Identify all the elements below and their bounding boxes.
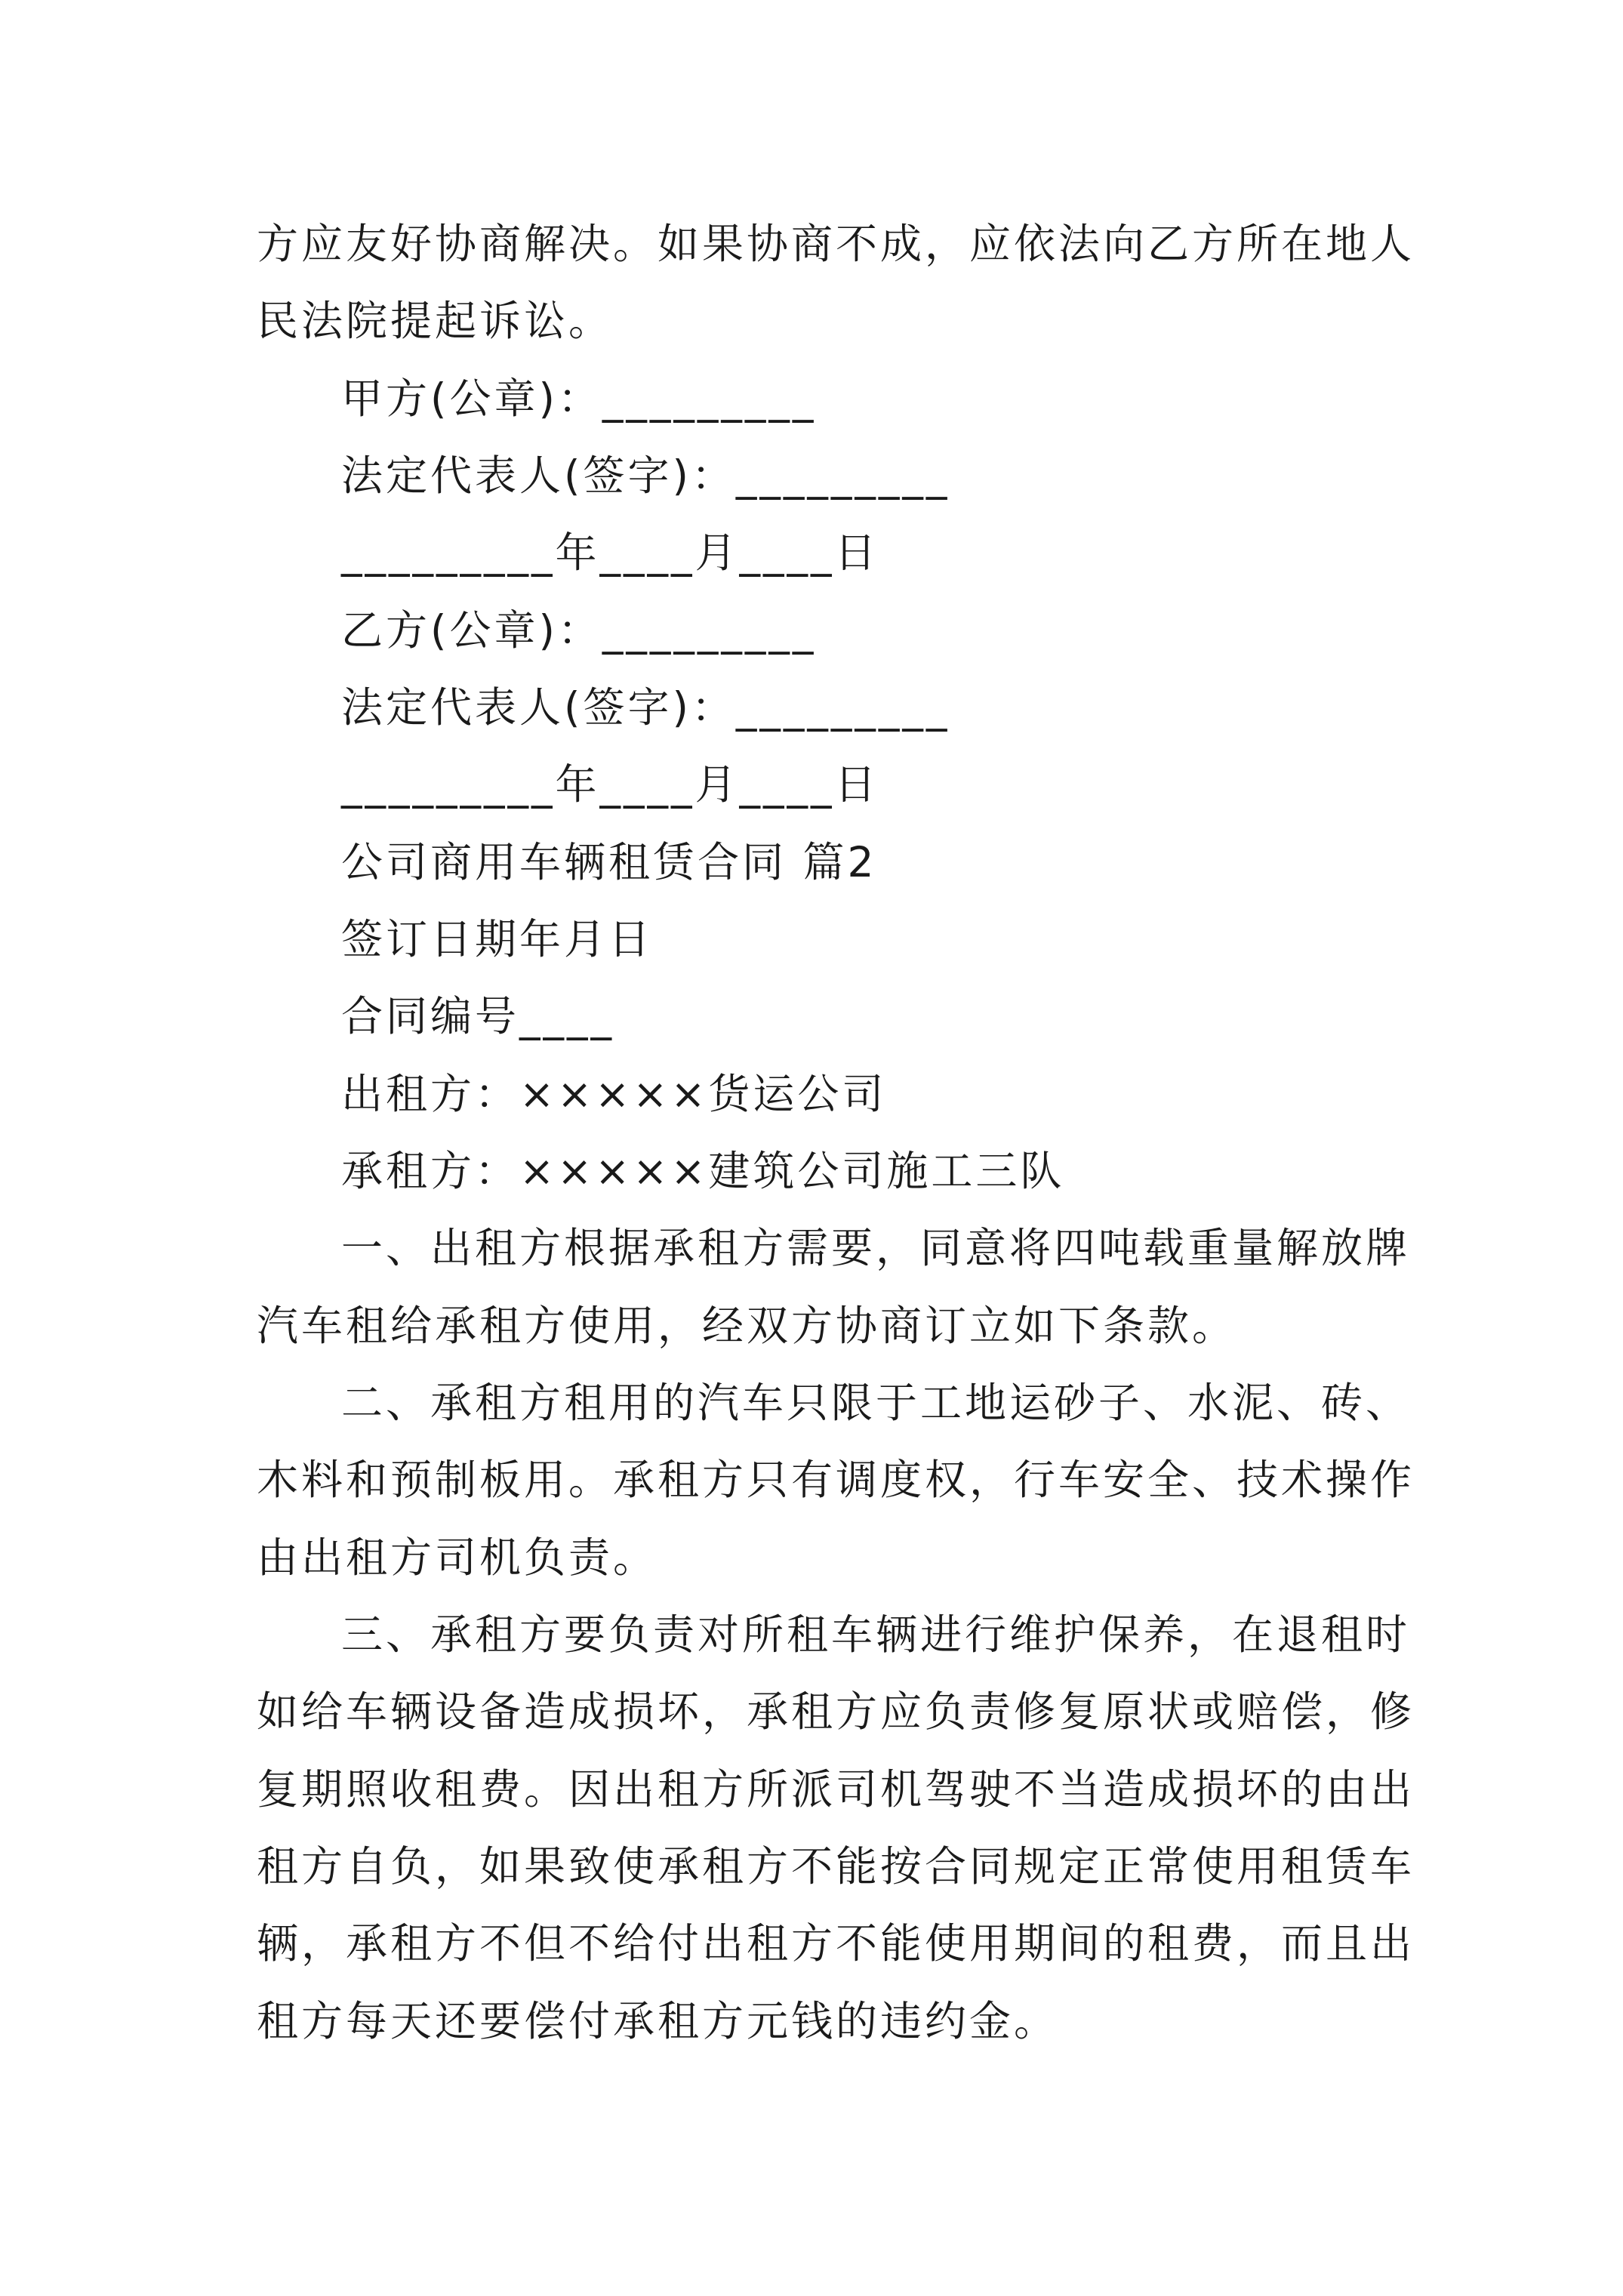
section-title: 公司商用车辆租赁合同 篇2 xyxy=(341,838,877,886)
signing-date-line: 签订日期年月日 xyxy=(341,915,654,963)
party-a-seal-line: 甲方(公章)：_________ xyxy=(341,374,817,423)
clause-3-line-5: 辆，承租方不但不给付出租方不能使用期间的租费，而且出 xyxy=(257,1919,1415,1968)
body-line-2: 民法院提起诉讼。 xyxy=(257,297,614,345)
clause-2-line-3: 由出租方司机负责。 xyxy=(257,1533,658,1582)
lessee-line: 承租方：×××××建筑公司施工三队 xyxy=(341,1147,1065,1195)
clause-2-line-2: 木料和预制板用。承租方只有调度权，行车安全、技术操作 xyxy=(257,1456,1415,1504)
clause-1-line-2: 汽车租给承租方使用，经双方协商订立如下条款。 xyxy=(257,1302,1237,1350)
clause-2-line-1: 二、承租方租用的汽车只限于工地运砂子、水泥、砖、 xyxy=(341,1379,1411,1427)
party-b-representative-line: 法定代表人(签字)：_________ xyxy=(341,683,950,732)
clause-3-line-2: 如给车辆设备造成损坏，承租方应负责修复原状或赔偿，修 xyxy=(257,1687,1415,1736)
party-b-seal-line: 乙方(公章)：_________ xyxy=(341,606,817,655)
clause-3-line-1: 三、承租方要负责对所租车辆进行维护保养，在退租时 xyxy=(341,1610,1411,1659)
party-b-date-line: _________年____月____日 xyxy=(341,760,879,809)
clause-3-line-6: 租方每天还要偿付承租方元钱的违约金。 xyxy=(257,1997,1059,2045)
clause-3-line-3: 复期照收租费。因出租方所派司机驾驶不当造成损坏的由出 xyxy=(257,1765,1415,1814)
clause-1-line-1: 一、出租方根据承租方需要，同意将四吨载重量解放牌 xyxy=(341,1224,1411,1272)
contract-number-line: 合同编号____ xyxy=(341,992,615,1040)
party-a-representative-line: 法定代表人(签字)：_________ xyxy=(341,451,950,500)
clause-3-line-4: 租方自负，如果致使承租方不能按合同规定正常使用租赁车 xyxy=(257,1842,1415,1891)
body-line-1: 方应友好协商解决。如果协商不成，应依法向乙方所在地人 xyxy=(257,220,1415,268)
party-a-date-line: _________年____月____日 xyxy=(341,529,879,577)
lessor-line: 出租方：×××××货运公司 xyxy=(341,1070,887,1118)
